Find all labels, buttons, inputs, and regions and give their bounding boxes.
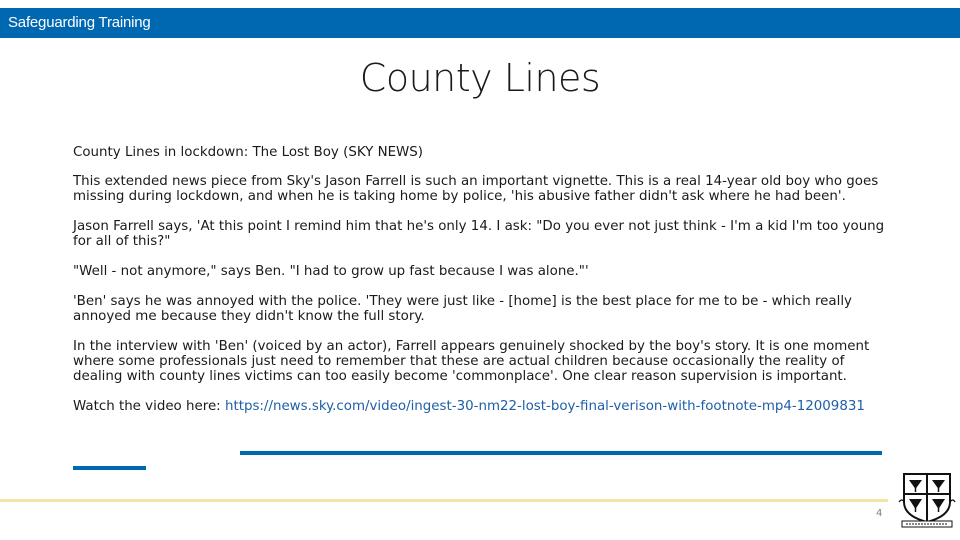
header-bar — [0, 8, 960, 38]
page-number: 4 — [876, 508, 883, 519]
footer-divider — [0, 499, 888, 502]
article-heading: County Lines in lockdown: The Lost Boy (SKY NEWS) — [73, 145, 424, 160]
header-label: Safeguarding Training — [8, 14, 151, 31]
paragraph-ben-reply: "Well - not anymore," says Ben. "I had to grow up fast because I was alone."' — [73, 264, 589, 279]
slide-body — [73, 145, 888, 429]
link-underline — [73, 466, 146, 470]
paragraph-interview: In the interview with 'Ben' (voiced by an actor), Farrell appears genuinely shocked by the boy's story. It is one moment where some professionals just need to remember that these are actual children because occasionally the reality of dealing with county lines victims can too easily become 'commonplace'. One clear reason supervision is important. — [73, 339, 870, 384]
video-line — [73, 399, 888, 414]
link-underline — [240, 451, 882, 455]
paragraph-police: 'Ben' says he was annoyed with the police. 'They were just like - [home] is the best place for me to be - which really annoyed me because they didn't know the full story. — [73, 294, 852, 324]
school-crest-icon — [898, 472, 956, 528]
slide-title: County Lines — [359, 56, 601, 100]
paragraph-intro: This extended news piece from Sky's Jason Farrell is such an important vignette. This is a real 14-year old boy who goes missing during lockdown, and when he is taking home by police, 'his abusive father didn't ask where he had been'. — [73, 174, 879, 204]
video-prefix: Watch the video here: — [73, 399, 225, 414]
paragraph-quote: Jason Farrell says, 'At this point I remind him that he's only 14. I ask: "Do you ever not just think - I'm a kid I'm too young for all of this?" — [73, 219, 885, 249]
video-link[interactable]: https://news.sky.com/video/ingest-30-nm22-lost-boy-final-verison-with-footnote-mp4-12009831 — [224, 399, 865, 414]
